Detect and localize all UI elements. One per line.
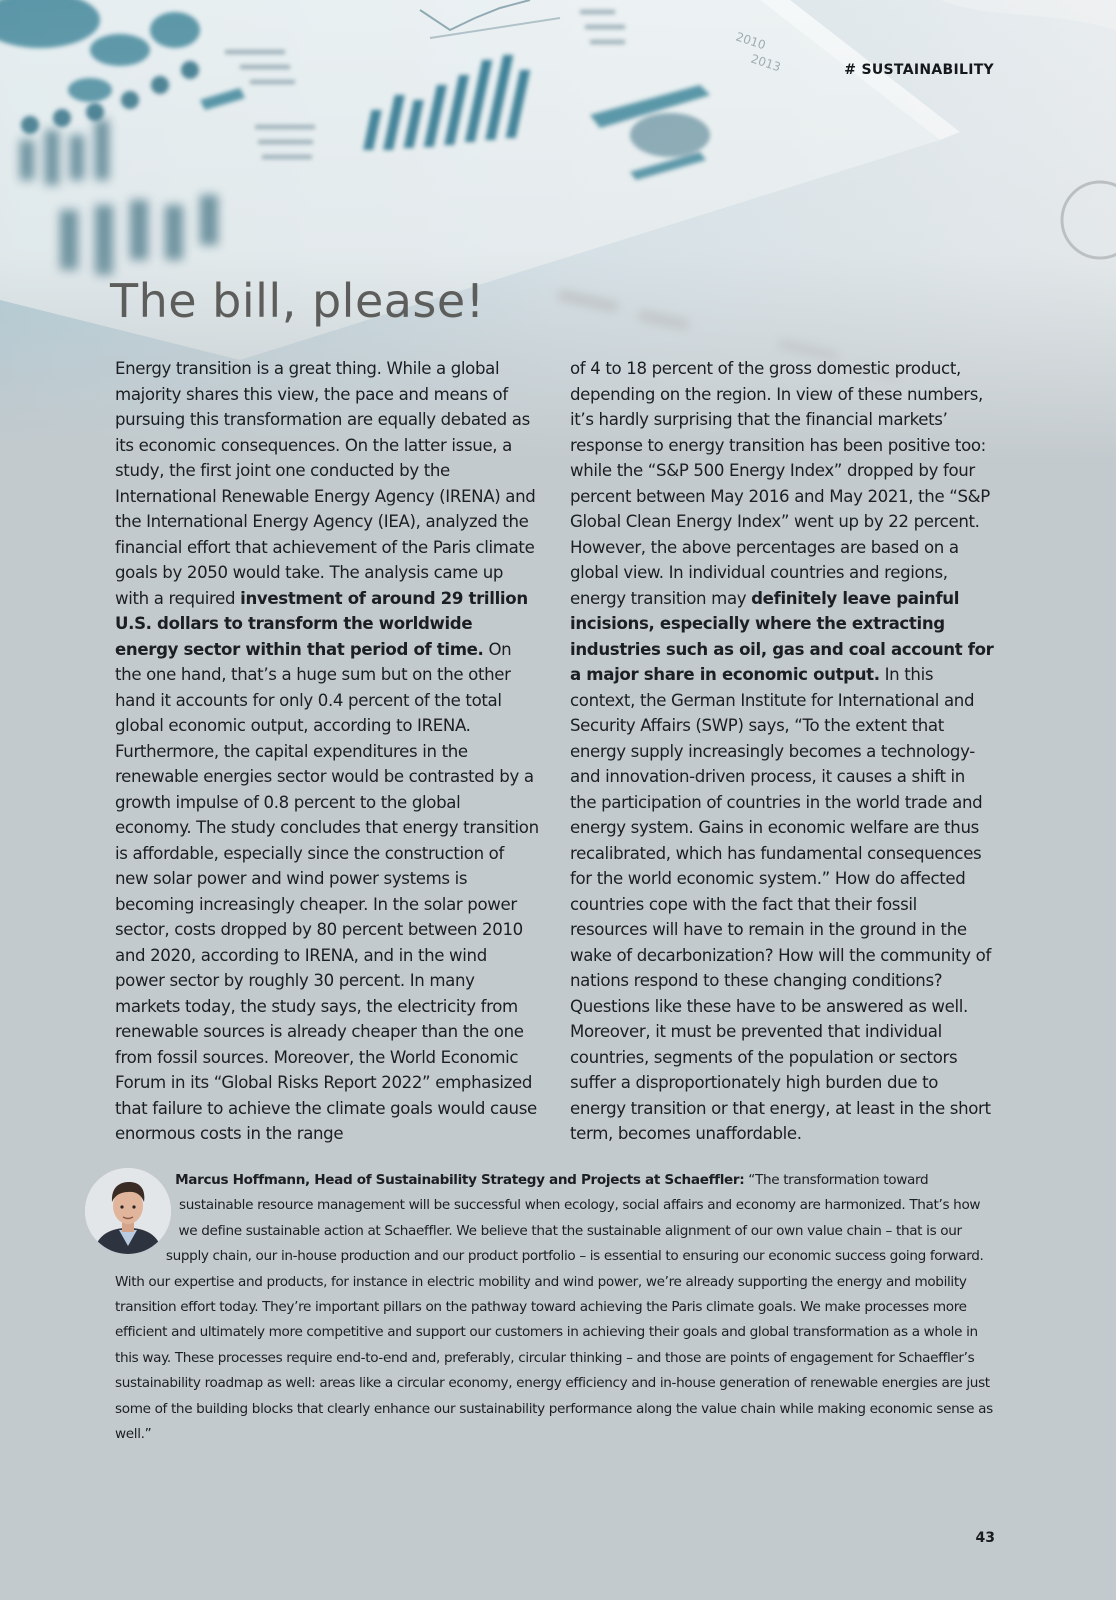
quote-speaker: Marcus Hoffmann, Head of Sustainability Strategy and Projects at Schaeffler:: [175, 1172, 745, 1188]
article-title: The bill, please!: [110, 274, 485, 328]
avatar: [85, 1168, 171, 1254]
person-portrait: [85, 1168, 171, 1254]
highlight-text: definitely leave painful incisions, especially where the extracting industries such as oil, gas and coal account for a major share in economic output.: [570, 588, 994, 684]
quote-text: “The transformation toward sustainable resource management will be successful when ecology, social affairs and economy are harmonized. That’s how we define sustainable action at Schaeffler. We believe that the sustainable alignment of our own value chain – that is our supply chain, our in-house production and our product portfolio – is essential to ensuring our economic success going forward. With our expertise and products, for instance in electric mobility and wind power, we’re already supporting the energy and mobility transition effort today. They’re important pillars on the pathway toward achieving the Paris climate goals. We make processes more efficient and ultimately more competitive and support our customers in achieving their goals and global transformation as a whole in this way. These processes require end-to-end and, preferably, circular thinking – and those are points of engagement for Schaeffler’s sustainability roadmap as well: areas like a circular economy, energy efficiency and in-house generation of renewable energies are just some of the building blocks that clearly enhance our sustainability performance along the value chain while making economic sense as well.”: [115, 1172, 993, 1443]
expert-quote: [85, 1168, 997, 1447]
article-column-right: [570, 356, 995, 1147]
paragraph-text: In this context, the German Institute for International and Security Affairs (SWP) says, “To the extent that energy supply increasingly becomes a technology- and innovation-driven process, it causes a shift in the participation of countries in the world trade and energy system. Gains in economic welfare are thus recalibrated, which has fundamental consequences for the world economic system.” How do affected countries cope with the fact that their fossil resources will have to remain in the ground in the wake of decarbonization? How will the community of nations respond to these changing conditions? Questions like these have to be answered as well. Moreover, it must be prevented that individual countries, segments of the population or sectors suffer a disproportionately high burden due to energy transition or that energy, at least in the short term, becomes unaffordable.: [570, 665, 991, 1143]
section-tag: # SUSTAINABILITY: [844, 62, 994, 78]
paragraph-text: On the one hand, that’s a huge sum but on the other hand it accounts for only 0.4 percent of the total global economic output, according to IRENA. Furthermore, the capital expenditures in the renewable energies sector would be contrasted by a growth impulse of 0.8 percent to the global economy. The study concludes that energy transition is affordable, especially since the construction of new solar power and wind power systems is becoming increasingly cheaper. In the solar power sector, costs dropped by 80 percent between 2010 and 2020, according to IRENA, and in the wind power sector by roughly 30 percent. In many markets today, the study says, the electricity from renewable sources is already cheaper than the one from fossil sources. Moreover, the World Economic Forum in its “Global Risks Report 2022” emphasized that failure to achieve the climate goals would cause enormous costs in the range: [115, 639, 539, 1143]
highlight-text: investment of around 29 trillion U.S. dollars to transform the worldwide energy sector within that period of time.: [115, 588, 528, 659]
page-number: 43: [975, 1530, 995, 1546]
article-column-left: [115, 356, 540, 1147]
paragraph-text: Energy transition is a great thing. While a global majority shares this view, the pace and means of pursuing this transformation are equally debated as its economic consequences. On the latter issue, a study, the first joint one conducted by the International Renewable Energy Agency (IRENA) and the International Energy Agency (IEA), analyzed the financial effort that achievement of the Paris climate goals by 2050 would take. The analysis came up with a required: [115, 359, 536, 608]
paragraph-text: of 4 to 18 percent of the gross domestic product, depending on the region. In view of these numbers, it’s hardly surprising that the financial markets’ response to energy transition has been positive too: while the “S&P 500 Energy Index” dropped by four percent between May 2016 and May 2021, the “S&P Global Clean Energy Index” went up by 22 percent. However, the above percentages are based on a global view. In individual countries and regions, energy transition may: [570, 359, 990, 608]
